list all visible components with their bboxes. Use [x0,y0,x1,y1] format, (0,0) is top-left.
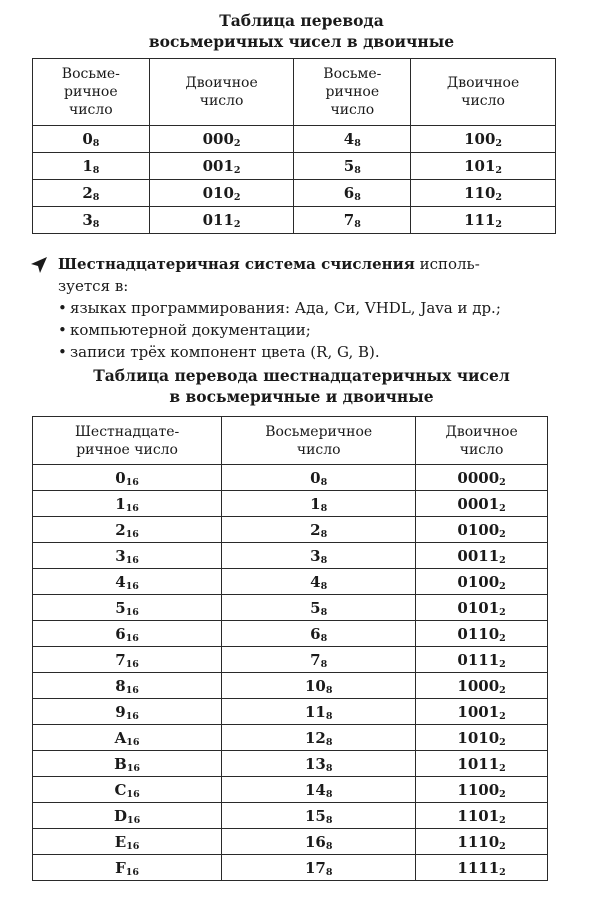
cell-base: 2 [499,788,506,800]
cell-value: 15 [304,806,326,825]
table-cell [294,126,411,153]
cell-value: 11 [304,702,326,721]
table-cell [416,517,548,543]
table-cell [416,621,548,647]
cell-base: 16 [125,866,140,878]
cell-base: 8 [325,736,333,748]
table-cell [33,751,222,777]
table-cell [222,543,416,569]
table-cell [222,751,416,777]
cell-base: 8 [354,138,361,149]
cell-base: 2 [233,165,241,176]
table-cell [222,829,416,855]
cell-base: 2 [499,606,506,618]
cell-value: 0011 [457,546,500,565]
column-header: Восьме- ричное число [33,59,150,126]
cell-base: 2 [495,192,503,203]
cell-base: 16 [126,736,140,748]
cell-value: 5 [115,598,126,617]
table-cell [411,207,556,234]
table-cell [222,725,416,751]
table-cell [222,569,416,595]
cell-base: 2 [499,866,506,878]
cell-value: 1 [82,157,93,175]
cell-value: 111 [464,211,496,229]
table-cell [416,725,548,751]
table-cell [222,621,416,647]
cell-base: 8 [92,192,100,203]
table-body [33,126,556,234]
cell-base: 2 [233,219,241,230]
table-row [33,725,548,751]
cell-base: 16 [125,476,139,488]
hex-octal-binary-table-title [0,365,603,407]
cell-value: 010 [202,184,234,202]
table-cell [33,699,222,725]
cell-value: 011 [202,211,234,229]
cell-value: 6 [115,624,126,643]
header-row [33,417,548,465]
table-cell [33,569,222,595]
cell-base: 8 [320,476,328,488]
cell-value: 1 [310,494,321,513]
table-cell [33,647,222,673]
cell-base: 16 [125,684,139,696]
cell-value: 000 [202,130,234,148]
table-cell [222,855,416,881]
cell-value: 4 [115,572,126,591]
cell-value: 8 [115,676,126,695]
cell-value: 0101 [457,598,500,617]
cell-base: 8 [320,606,328,618]
table-row [33,180,556,207]
cell-base: 8 [92,165,100,176]
table-cell [149,207,294,234]
table-cell [33,673,222,699]
cell-base: 2 [499,502,506,514]
table-cell [33,126,150,153]
table-body [33,465,548,881]
table-cell [33,153,150,180]
table-cell [416,673,548,699]
cell-base: 8 [325,840,333,852]
cell-base: 2 [233,192,241,203]
table-row [33,595,548,621]
cell-base: 2 [495,219,503,230]
hex-usage-lead [30,253,570,297]
table-cell [222,647,416,673]
table-row [33,621,548,647]
column-header: Восьме- ричное число [294,59,411,126]
cell-value: 1001 [457,702,500,721]
table-cell [33,621,222,647]
column-header: Двоичное число [411,59,556,126]
table-cell [33,517,222,543]
cell-base: 2 [499,580,506,592]
cell-value: 12 [304,728,326,747]
cell-value: D [113,806,127,825]
cell-base: 16 [125,658,139,670]
cell-value: 0 [115,468,126,487]
table-cell [149,153,294,180]
cell-base: 8 [320,554,328,566]
cell-base: 2 [499,528,506,540]
cell-value: 7 [115,650,126,669]
cell-base: 2 [499,736,506,748]
cell-base: 16 [125,580,139,592]
cell-value: A [114,728,127,747]
cell-value: 1000 [457,676,500,695]
hex-usage-section [30,253,570,363]
table-cell [222,465,416,491]
table-row [33,673,548,699]
table-cell [416,465,548,491]
cell-base: 16 [125,502,139,514]
cell-base: 16 [126,788,140,800]
cell-value: 001 [202,157,234,175]
cell-value: 1111 [457,858,500,877]
cell-value: 9 [115,702,126,721]
cell-value: 110 [464,184,496,202]
cell-value: B [114,754,127,773]
cell-value: 3 [310,546,321,565]
column-header: Двоичное число [416,417,548,465]
table-cell [222,803,416,829]
cell-value: E [114,832,127,851]
table-cell [416,491,548,517]
table-cell [149,126,294,153]
column-header: Шестнадцате- ричное число [33,417,222,465]
table-cell [411,126,556,153]
table-cell [33,207,150,234]
table-row [33,465,548,491]
cell-base: 8 [320,658,328,670]
cell-value: 16 [304,832,326,851]
cell-value: 5 [343,157,355,175]
cell-base: 2 [495,138,503,149]
cell-base: 2 [499,632,506,644]
table-cell [33,595,222,621]
column-header: Восьмеричное число [222,417,416,465]
arrow-pointer-icon [30,256,48,274]
list-item: • языках программирования: Ада, Си, VHDL, Java и др.; [58,297,570,319]
cell-value: 1010 [457,728,500,747]
octal-binary-table [32,58,556,234]
hex-usage-lead-rest: исполь- [414,255,480,273]
table-cell [222,673,416,699]
cell-base: 2 [499,658,506,670]
table-row [33,803,548,829]
cell-base: 2 [233,138,241,149]
cell-value: 17 [304,858,326,877]
table-cell [33,829,222,855]
cell-base: 2 [499,814,506,826]
cell-value: 3 [82,211,93,229]
cell-base: 8 [325,866,333,878]
table-cell [416,543,548,569]
cell-base: 2 [495,165,503,176]
cell-value: 0100 [457,520,500,539]
cell-value: 3 [115,546,126,565]
cell-base: 8 [325,788,333,800]
table-row [33,855,548,881]
table-cell [416,751,548,777]
cell-value: 6 [343,184,355,202]
cell-value: 10 [304,676,326,695]
column-header: Двоичное число [149,59,294,126]
cell-value: 0000 [457,468,500,487]
table-cell [416,803,548,829]
cell-base: 16 [125,710,139,722]
cell-base: 8 [325,684,333,696]
hex-usage-lead-line2: зуется в: [58,277,129,295]
cell-base: 8 [354,219,361,230]
cell-base: 2 [499,710,506,722]
title-line: Таблица перевода шестнадцатеричных чисел [93,366,510,385]
table-row [33,647,548,673]
table-row [33,829,548,855]
table-cell [416,647,548,673]
header-row [33,59,556,126]
table-cell [222,517,416,543]
cell-base: 8 [320,580,328,592]
table-cell [33,777,222,803]
table-cell [294,153,411,180]
table-cell [416,855,548,881]
cell-base: 2 [499,840,506,852]
table-cell [33,855,222,881]
table-row [33,699,548,725]
cell-base: 8 [320,528,328,540]
cell-base: 8 [92,138,100,149]
cell-value: 0100 [457,572,500,591]
cell-value: 7 [343,211,355,229]
cell-value: F [115,858,126,877]
cell-value: 0 [310,468,321,487]
table-cell [416,699,548,725]
cell-value: C [114,780,127,799]
cell-value: 0001 [457,494,500,513]
cell-base: 8 [325,710,333,722]
octal-binary-table-title [0,10,603,52]
table-cell [222,491,416,517]
cell-base: 8 [325,762,333,774]
title-line: восьмеричных чисел в двоичные [148,32,455,51]
table-cell [416,595,548,621]
cell-base: 16 [126,762,141,774]
cell-value: 5 [310,598,321,617]
table-row [33,207,556,234]
table-cell [33,725,222,751]
table-cell [149,180,294,207]
table-cell [416,777,548,803]
table-cell [33,491,222,517]
cell-base: 8 [325,814,333,826]
cell-base: 16 [126,814,141,826]
table-cell [222,699,416,725]
cell-base: 8 [320,632,328,644]
cell-base: 2 [499,684,506,696]
table-cell [33,543,222,569]
cell-value: 0 [82,130,93,148]
table-row [33,569,548,595]
cell-value: 1100 [457,780,500,799]
table-cell [411,153,556,180]
hex-usage-list [30,297,570,363]
hex-usage-term: Шестнадцатеричная система счисления [58,255,415,273]
hex-octal-binary-table [32,416,548,881]
cell-value: 101 [464,157,496,175]
cell-base: 16 [125,632,139,644]
cell-value: 14 [304,780,326,799]
cell-value: 1101 [457,806,500,825]
cell-value: 0110 [457,624,500,643]
cell-value: 2 [310,520,321,539]
table-row [33,491,548,517]
cell-value: 13 [304,754,326,773]
table-cell [294,180,411,207]
cell-base: 8 [354,165,361,176]
table-cell [222,777,416,803]
list-item: • компьютерной документации; [58,319,570,341]
cell-value: 0111 [457,650,500,669]
cell-value: 4 [343,130,355,148]
table-cell [222,595,416,621]
table-row [33,751,548,777]
cell-base: 16 [125,528,139,540]
cell-base: 16 [125,606,139,618]
cell-base: 8 [320,502,328,514]
cell-value: 2 [115,520,126,539]
cell-value: 1011 [457,754,500,773]
cell-value: 6 [310,624,321,643]
cell-value: 1 [115,494,126,513]
table-row [33,777,548,803]
table-row [33,517,548,543]
cell-base: 16 [126,840,140,852]
table-cell [411,180,556,207]
table-cell [33,803,222,829]
table-cell [294,207,411,234]
cell-value: 100 [464,130,496,148]
table-cell [33,180,150,207]
cell-base: 2 [499,762,506,774]
table-row [33,126,556,153]
title-line: Таблица перевода [219,11,384,30]
table-cell [416,829,548,855]
title-line: в восьмеричные и двоичные [169,387,434,406]
table-row [33,543,548,569]
cell-value: 4 [310,572,321,591]
list-item: • записи трёх компонент цвета (R, G, B). [58,341,570,363]
table-row [33,153,556,180]
cell-base: 8 [354,192,361,203]
table-cell [33,465,222,491]
cell-base: 8 [92,219,100,230]
cell-base: 2 [499,476,506,488]
cell-base: 16 [125,554,139,566]
cell-base: 2 [499,554,506,566]
cell-value: 1110 [457,832,500,851]
table-cell [416,569,548,595]
cell-value: 7 [310,650,321,669]
cell-value: 2 [82,184,93,202]
